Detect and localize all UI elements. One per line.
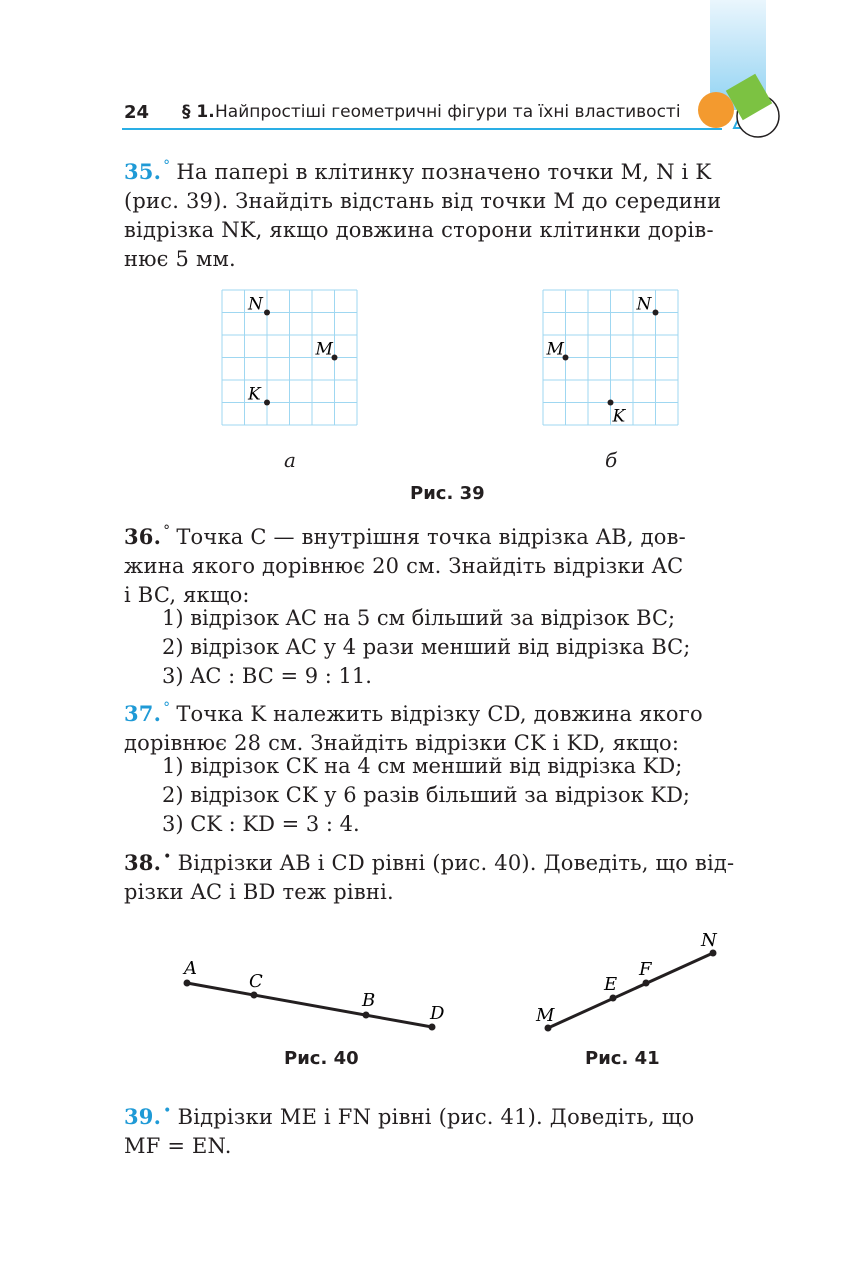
header-shapes-icon — [690, 70, 790, 150]
problem-text: На папері в клітинку позначено точки M, N і K — [176, 160, 712, 184]
problem-36-item-3: 3) AC : BC = 9 : 11. — [162, 664, 372, 688]
problem-35-line-1 — [124, 152, 776, 187]
segment-MN — [548, 953, 713, 1028]
difficulty-mark: ° — [163, 700, 171, 716]
problem-text: Відрізки AB і CD рівні (рис. 40). Доведіть, що від- — [177, 851, 735, 875]
label-M: M — [315, 339, 333, 360]
problem-number: 38. — [124, 850, 162, 875]
problem-37-item-1: 1) відрізок CK на 4 см менший від відрізка KD; — [162, 754, 683, 778]
label-N: N — [248, 294, 263, 315]
page-number: 24 — [124, 102, 150, 123]
problem-text: Точка C — внутрішня точка відрізка AB, дов- — [176, 525, 686, 549]
problem-number: 36. — [124, 524, 162, 549]
problem-35 — [124, 152, 776, 274]
figure-40-diagram — [182, 958, 445, 1031]
header-rule — [122, 128, 722, 130]
problem-38-line-1 — [124, 843, 776, 878]
label-B: B — [362, 990, 376, 1011]
label-K: K — [248, 384, 261, 405]
point-B — [363, 1012, 370, 1019]
figure-39-sub-a: а — [284, 448, 296, 472]
point-A — [184, 980, 191, 987]
problem-text: Відрізки ME і FN рівні (рис. 41). Доведіть, що — [177, 1105, 695, 1129]
figure-41-caption: Рис. 41 — [585, 1048, 660, 1069]
problem-35-line-3: відрізка NK, якщо довжина сторони клітинки дорів- — [124, 218, 714, 242]
problem-39 — [124, 1097, 776, 1161]
label-F: F — [639, 959, 652, 980]
orange-circle-shape — [698, 92, 734, 128]
point-C — [251, 992, 258, 999]
figure-39-sub-b: б — [605, 448, 618, 472]
difficulty-mark: • — [163, 849, 172, 865]
section-number: § 1. — [182, 102, 215, 122]
point-F — [643, 980, 650, 987]
difficulty-mark: ° — [163, 158, 171, 174]
problem-number: 39. — [124, 1104, 162, 1129]
point-K — [264, 400, 270, 406]
label-N: N — [701, 930, 717, 951]
problem-38 — [124, 843, 776, 907]
figure-41-diagram — [535, 930, 718, 1032]
problem-text: Точка K належить відрізку CD, довжина якого — [176, 702, 703, 726]
point-E — [610, 995, 617, 1002]
problem-36-line-1 — [124, 517, 776, 552]
label-K: K — [612, 406, 626, 427]
label-C: C — [249, 971, 263, 992]
problem-number: 37. — [124, 701, 162, 726]
problem-36-line-2: жина якого дорівнює 20 см. Знайдіть відрізки AC — [124, 554, 684, 578]
label-N: N — [636, 294, 652, 315]
problem-number: 35. — [124, 159, 162, 184]
problem-38-line-2: різки AC і BD теж рівні. — [124, 880, 394, 904]
figure-40-caption: Рис. 40 — [284, 1048, 359, 1069]
problem-35-line-4: нює 5 мм. — [124, 247, 236, 271]
problem-39-line-2: MF = EN. — [124, 1134, 232, 1158]
problem-37-item-3: 3) CK : KD = 3 : 4. — [162, 812, 360, 836]
figure-39 — [210, 282, 710, 442]
problem-37-item-2: 2) відрізок CK у 6 разів більший за відрізок KD; — [162, 783, 690, 807]
label-D: D — [430, 1003, 445, 1024]
problem-37-line-1 — [124, 694, 776, 729]
point-K — [608, 400, 614, 406]
point-D — [429, 1024, 436, 1031]
grid-a — [222, 290, 357, 425]
problem-36-line-3: і BC, якщо: — [124, 583, 250, 607]
segment-AD — [187, 983, 432, 1027]
problem-36 — [124, 517, 776, 610]
label-M: M — [546, 339, 564, 360]
problem-35-line-2: (рис. 39). Знайдіть відстань від точки M до середини — [124, 189, 722, 213]
problem-37-line-2: дорівнює 28 см. Знайдіть відрізки CK і KD, якщо: — [124, 731, 680, 755]
section-title: Найпростіші геометричні фігури та їхні властивості — [215, 102, 681, 122]
difficulty-mark: ° — [163, 523, 171, 539]
point-N — [653, 310, 659, 316]
problem-36-item-1: 1) відрізок AC на 5 см більший за відрізок BC; — [162, 606, 676, 630]
label-E: E — [604, 974, 618, 995]
figure-39-caption: Рис. 39 — [410, 483, 485, 504]
label-A: A — [184, 958, 197, 979]
figures-40-41 — [170, 925, 730, 1040]
problem-39-line-1 — [124, 1097, 776, 1132]
grid-b — [543, 290, 678, 427]
difficulty-mark: • — [163, 1103, 172, 1119]
problem-36-item-2: 2) відрізок AC у 4 рази менший від відрізка BC; — [162, 635, 691, 659]
point-N — [264, 310, 270, 316]
label-M: M — [536, 1005, 555, 1026]
problem-37 — [124, 694, 776, 758]
